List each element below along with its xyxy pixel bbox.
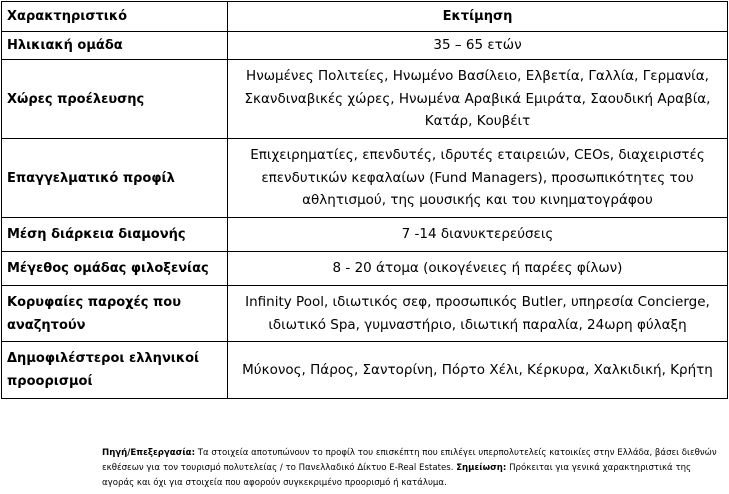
source-note xyxy=(102,446,722,491)
table-row xyxy=(2,60,728,139)
table-row xyxy=(2,286,728,342)
row-label-destinations: Δημοφιλέστεροι ελληνικοί προορισμοί xyxy=(2,342,228,399)
source-label: Πηγή/Επεξεργασία: xyxy=(102,448,196,458)
table-row xyxy=(2,252,728,286)
row-value-age-group: 35 – 65 ετών xyxy=(228,32,728,60)
row-value-countries: Ηνωμένες Πολιτείες, Ηνωμένο Βασίλειο, Ελβετία, Γαλλία, Γερμανία, Σκανδιναβικές χώρες, Ηνωμένα Αραβικά Εμιράτα, Σαουδική Αραβία, Κατάρ, Κουβέιτ xyxy=(228,60,728,139)
row-label-stay-duration: Μέση διάρκεια διαμονής xyxy=(2,218,228,252)
source-text: Τα στοιχεία αποτυπώνουν το προφίλ του επισκέπτη που επιλέγει υπερπολυτελείς κατοικίες στην Ελλάδα, βάσει διεθνών εκθέσεων για τον τουρισμό πολυτελείας / το Πανελλαδικό Δίκτυο E-Real Estates. xyxy=(102,448,717,473)
remark-text: Πρόκειται για γενικά χαρακτηριστικά της αγοράς και όχι για στοιχεία που αφορούν συγκεκριμένο προορισμό ή κατάλυμα. xyxy=(102,463,692,488)
table-row xyxy=(2,218,728,252)
row-label-countries: Χώρες προέλευσης xyxy=(2,60,228,139)
table-row xyxy=(2,32,728,60)
row-label-professional-profile: Επαγγελματικό προφίλ xyxy=(2,139,228,218)
row-value-stay-duration: 7 -14 διανυκτερεύσεις xyxy=(228,218,728,252)
row-value-professional-profile: Επιχειρηματίες, επενδυτές, ιδρυτές εταιρειών, CEOs, διαχειριστές επενδυτικών κεφαλαίων (Fund Managers), προσωπικότητες του αθλητισμού, της μουσικής και του κινηματογράφου xyxy=(228,139,728,218)
row-value-amenities: Infinity Pool, ιδιωτικός σεφ, προσωπικός Butler, υπηρεσία Concierge, ιδιωτικό Spa, γυμναστήριο, ιδιωτική παραλία, 24ωρη φύλαξη xyxy=(228,286,728,342)
header-characteristic: Χαρακτηριστικό xyxy=(2,2,228,32)
row-label-group-size: Μέγεθος ομάδας φιλοξενίας xyxy=(2,252,228,286)
row-label-age-group: Ηλικιακή ομάδα xyxy=(2,32,228,60)
header-estimate: Εκτίμηση xyxy=(228,2,728,32)
visitor-profile-table xyxy=(1,1,728,399)
row-value-destinations: Μύκονος, Πάρος, Σαντορίνη, Πόρτο Χέλι, Κέρκυρα, Χαλκιδική, Κρήτη xyxy=(228,342,728,399)
row-label-amenities: Κορυφαίες παροχές που αναζητούν xyxy=(2,286,228,342)
table-row xyxy=(2,342,728,399)
table-row xyxy=(2,139,728,218)
remark-label: Σημείωση: xyxy=(456,463,507,473)
row-value-group-size: 8 - 20 άτομα (οικογένειες ή παρέες φίλων) xyxy=(228,252,728,286)
table-header-row xyxy=(2,2,728,32)
